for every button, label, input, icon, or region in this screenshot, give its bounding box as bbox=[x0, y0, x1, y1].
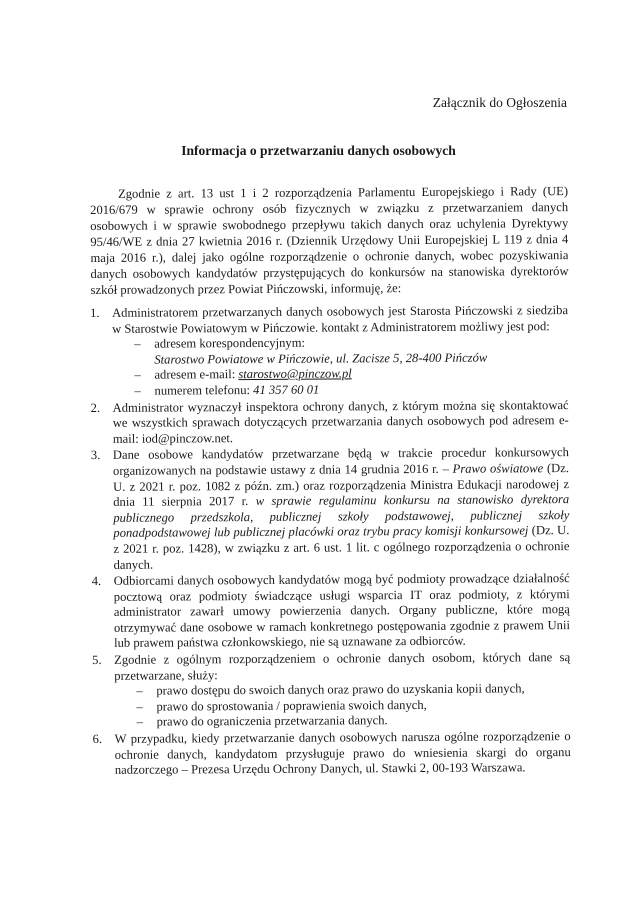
contact-email-label: adresem e-mail: bbox=[154, 367, 239, 382]
list-item-2 bbox=[91, 398, 569, 448]
dash-bullet: – bbox=[136, 715, 143, 730]
dash-bullet: – bbox=[134, 383, 141, 398]
list-item-text: W przypadku, kiedy przetwarzanie danych osobowych narusza ogólne rozporządzenie o ochronie danych, kandydatom przysługuje prawo do wniesienia skargi do organu nadzorczego – Prezesa Urzędu Ochrony Danych, ul. Stawki 2, 00-193 Warszawa. bbox=[114, 729, 571, 778]
list-item-3 bbox=[91, 445, 570, 573]
intro-text: Zgodnie z art. 13 ust 1 i 2 rozporządzenia Parlamentu Europejskiego i Rady (UE) 2016/679 w sprawie ochrony osób fizycznych w związku z przetwarzaniem danych osobowych i w sprawie swobodnego przepływu takich danych oraz uchylenia Dyrektywy 95/46/WE z dnia 27 kwietnia 2016 r. (Dziennik Urzędowy Unii Europejskiej L 119 z dnia 4 maja 2016 r.), dalej jako ogólne rozporządzenie o ochronie danych, wobec pozyskiwania danych osobowych kandydatów przystępujących do konkursów na stanowiska dyrektorów szkół prowadzonych przez Powiat Pińczowski, informuję, że: bbox=[90, 184, 569, 297]
list-item-text: Administratorem przetwarzanych danych osobowych jest Starosta Pińczowski z siedziba w Starostwie Powiatowym w Pińczowie. kontakt z Administratorem możliwy jest pod: bbox=[111, 303, 569, 336]
list-item-text-e: (Dz. U. z 2021 r. poz. 1428), w związku z art. 6 ust. 1 lit. c ogólnego rozporządzenia o ochronie danych. bbox=[113, 523, 570, 572]
dash-bullet: – bbox=[134, 368, 141, 383]
list-item-4 bbox=[92, 571, 570, 652]
list-number: 5. bbox=[92, 652, 102, 668]
email-link[interactable]: starostwo@pinczow.pl bbox=[238, 366, 352, 382]
list-item-1 bbox=[90, 303, 569, 399]
list-item-text-a: Dane osobowe kandydatów przetwarzane będą w trakcie procedur konkursowych organizowanych na podstawie ustawy z dnia 14 grudnia 2016 r. – bbox=[112, 445, 569, 478]
contact-phone bbox=[134, 381, 568, 399]
dash-bullet: – bbox=[134, 336, 141, 351]
list-item-text: Odbiorcami danych osobowych kandydatów mogą być podmioty prowadzące działalność pocztową oraz podmioty świadczące usługi wsparcia IT oraz podmioty, z którymi administrator zawarł umowy powierzenia danych. Organy publiczne, które mogą otrzymywać dane osobowe w ramach konkretnego postępowania zgodnie z prawem Unii lub prawem państwa członkowskiego, nie są uznawane za odbiorców. bbox=[113, 571, 571, 651]
intro-paragraph bbox=[90, 183, 569, 298]
list-item-text: Zgodnie z ogólnym rozporządzeniem o ochronie danych osobom, których dane są przetwarzane, służy: bbox=[114, 650, 571, 683]
list-item-6 bbox=[93, 729, 571, 779]
rights-list bbox=[114, 681, 570, 731]
contact-list bbox=[112, 334, 568, 399]
right-text: prawo do sprostowania / poprawienia swoich danych, bbox=[156, 697, 427, 714]
right-restriction bbox=[137, 713, 571, 731]
information-list bbox=[90, 303, 571, 780]
annex-label: Załącznik do Ogłoszenia bbox=[432, 95, 567, 110]
list-number: 1. bbox=[90, 305, 100, 320]
list-item-text: Administrator wyznaczył inspektora ochrony danych, z którym można się skontaktować we wszystkich sprawach dotyczących przetwarzania danych osobowych pod adresem e-mail: iod@pinczow.net. bbox=[112, 397, 569, 446]
list-number: 6. bbox=[92, 731, 103, 747]
list-number: 2. bbox=[90, 400, 101, 415]
list-item-text-c: (Dz. U. z 2021 r. poz. 1082 z późn. zm.) oraz rozporządzenia Ministra Edukacji narodowej z dnia 11 sierpnia 2017 r. bbox=[113, 461, 570, 509]
phone-number: 41 357 60 01 bbox=[253, 382, 320, 397]
right-text: prawo do ograniczenia przetwarzania danych. bbox=[156, 713, 388, 730]
list-number: 4. bbox=[91, 574, 102, 589]
list-number: 3. bbox=[90, 448, 101, 463]
document-title: Informacja o przetwarzaniu danych osobowych bbox=[181, 143, 456, 158]
dash-bullet: – bbox=[136, 699, 143, 714]
contact-postal bbox=[134, 334, 568, 368]
regulation-title: w sprawie regulaminu konkursu na stanowisko dyrektora publicznego przedszkola, publicznej szkoły podstawowej, publicznej szkoły ponadpodstawowej lub publicznej placówki oraz trybu pracy komisji konkursowej bbox=[113, 492, 570, 541]
act-title: Prawo oświatowe bbox=[452, 461, 544, 476]
dash-bullet: – bbox=[136, 683, 143, 698]
contact-postal-label: adresem korespondencyjnym: bbox=[154, 335, 306, 351]
list-item-5 bbox=[92, 650, 570, 731]
contact-phone-label: numerem telefonu: bbox=[154, 382, 254, 398]
right-text: prawo dostępu do swoich danych oraz prawo do uzyskania kopii danych, bbox=[156, 681, 525, 698]
postal-address: Starostwo Powiatowe w Pińczowie, ul. Zacisze 5, 28-400 Pińczów bbox=[154, 350, 488, 367]
